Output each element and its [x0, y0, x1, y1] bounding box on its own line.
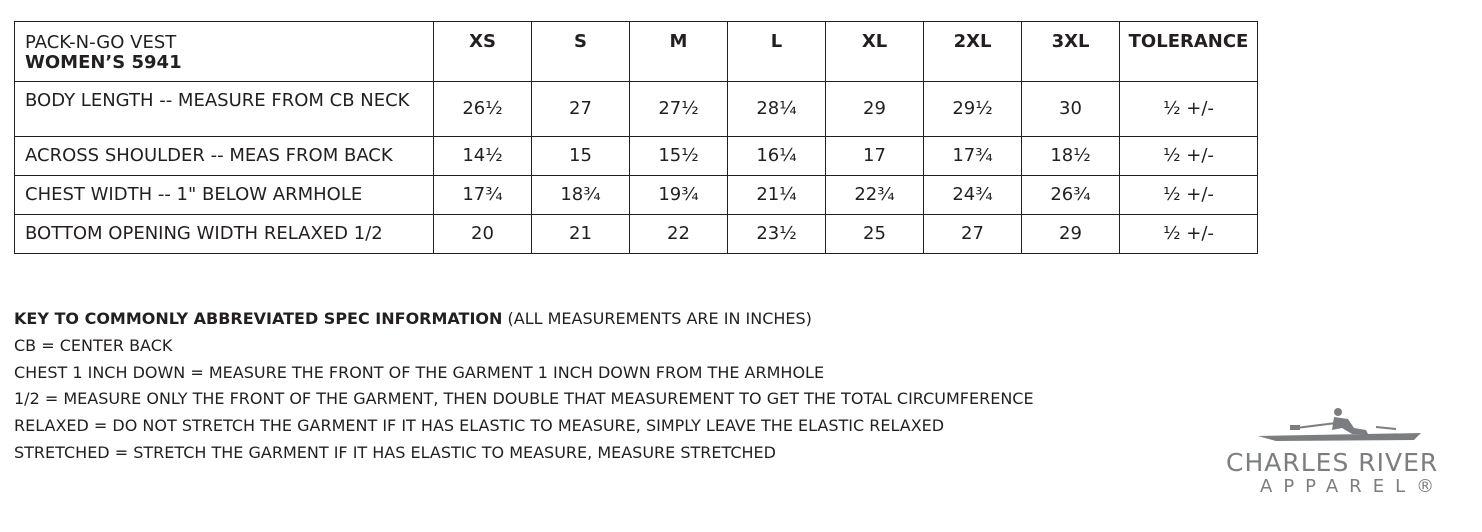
table-cell: 16¼: [728, 137, 826, 176]
spec-key: [14, 306, 1034, 467]
table-cell: 27½: [630, 82, 728, 137]
table-cell: 22: [630, 215, 728, 254]
table-header-row: [15, 22, 1258, 82]
tolerance-header: TOLERANCE: [1120, 22, 1258, 82]
table-cell: 28¼: [728, 82, 826, 137]
table-row: [15, 215, 1258, 254]
row-label: BODY LENGTH -- MEASURE FROM CB NECK: [15, 82, 434, 137]
tolerance-cell: ½ +/-: [1120, 137, 1258, 176]
table-cell: 19¾: [630, 176, 728, 215]
table-cell: 21¼: [728, 176, 826, 215]
key-heading: [14, 306, 1034, 333]
brand-subtitle: APPAREL®: [1260, 476, 1446, 497]
table-row: [15, 137, 1258, 176]
product-style-number: WOMEN’S 5941: [25, 52, 182, 73]
size-header-2xl: 2XL: [924, 22, 1022, 82]
key-subtitle: (ALL MEASUREMENTS ARE IN INCHES): [507, 309, 812, 328]
table-cell: 27: [924, 215, 1022, 254]
table-cell: 17: [826, 137, 924, 176]
table-cell: 26½: [434, 82, 532, 137]
rower-icon: [1256, 406, 1426, 446]
table-cell: 29: [826, 82, 924, 137]
brand-logo: [1226, 406, 1456, 498]
size-header-3xl: 3XL: [1022, 22, 1120, 82]
table-cell: 25: [826, 215, 924, 254]
row-label: ACROSS SHOULDER -- MEAS FROM BACK: [15, 137, 434, 176]
size-header-l: L: [728, 22, 826, 82]
table-cell: 20: [434, 215, 532, 254]
table-cell: 24¾: [924, 176, 1022, 215]
size-header-s: S: [532, 22, 630, 82]
table-cell: 17¾: [434, 176, 532, 215]
size-header-m: M: [630, 22, 728, 82]
table-cell: 14½: [434, 137, 532, 176]
key-line: RELAXED = DO NOT STRETCH THE GARMENT IF IT HAS ELASTIC TO MEASURE, SIMPLY LEAVE THE ELASTIC RELAXED: [14, 416, 945, 436]
row-label: CHEST WIDTH -- 1" BELOW ARMHOLE: [15, 176, 434, 215]
table-cell: 15: [532, 137, 630, 176]
table-cell: 30: [1022, 82, 1120, 137]
table-cell: 23½: [728, 215, 826, 254]
row-label: BOTTOM OPENING WIDTH RELAXED 1/2: [15, 215, 434, 254]
table-cell: 15½: [630, 137, 728, 176]
table-cell: 21: [532, 215, 630, 254]
key-line: CB = CENTER BACK: [14, 335, 173, 355]
table-row: [15, 176, 1258, 215]
table-cell: 18½: [1022, 137, 1120, 176]
table-cell: 18¾: [532, 176, 630, 215]
tolerance-cell: ½ +/-: [1120, 82, 1258, 137]
table-cell: 17¾: [924, 137, 1022, 176]
table-cell: 22¾: [826, 176, 924, 215]
table-cell: 29: [1022, 215, 1120, 254]
table-cell: 27: [532, 82, 630, 137]
tolerance-cell: ½ +/-: [1120, 215, 1258, 254]
table-cell: 29½: [924, 82, 1022, 137]
tolerance-cell: ½ +/-: [1120, 176, 1258, 215]
key-title: KEY TO COMMONLY ABBREVIATED SPEC INFORMATION: [14, 309, 503, 328]
brand-name: CHARLES RIVER: [1226, 448, 1439, 477]
size-header-xl: XL: [826, 22, 924, 82]
key-line: CHEST 1 INCH DOWN = MEASURE THE FRONT OF THE GARMENT 1 INCH DOWN FROM THE ARMHOLE: [14, 362, 825, 382]
product-name: PACK-N-GO VEST: [25, 32, 177, 53]
table-cell: 26¾: [1022, 176, 1120, 215]
key-line: STRETCHED = STRETCH THE GARMENT IF IT HAS ELASTIC TO MEASURE, MEASURE STRETCHED: [14, 442, 776, 462]
key-line: 1/2 = MEASURE ONLY THE FRONT OF THE GARMENT, THEN DOUBLE THAT MEASUREMENT TO GET THE TOTAL CIRCUMFERENCE: [14, 389, 1034, 409]
size-header-xs: XS: [434, 22, 532, 82]
product-header-cell: [15, 22, 434, 82]
spec-table: [14, 21, 1258, 254]
table-row: [15, 82, 1258, 137]
